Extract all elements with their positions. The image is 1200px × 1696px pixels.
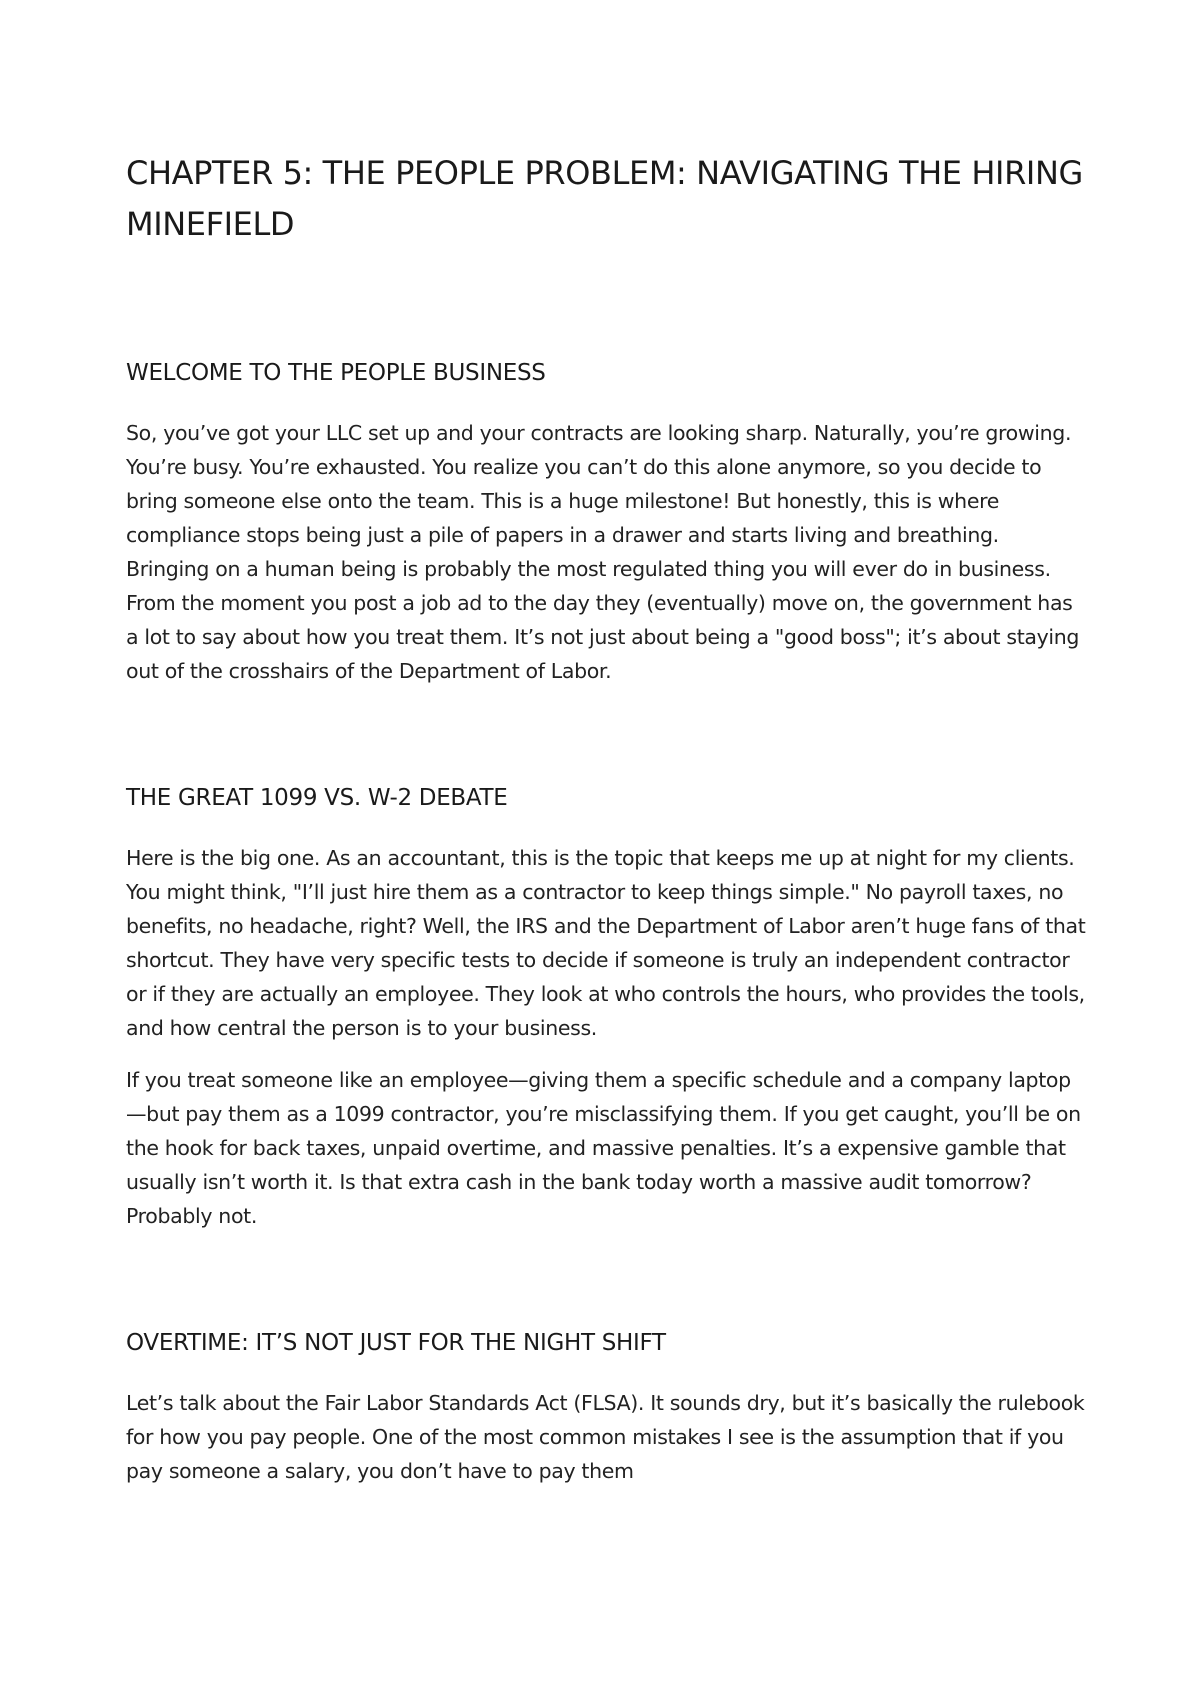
- section-heading-welcome: WELCOME TO THE PEOPLE BUSINESS: [126, 360, 546, 386]
- chapter-title: CHAPTER 5: THE PEOPLE PROBLEM: NAVIGATING THE HIRING MINEFIELD: [126, 154, 1083, 243]
- document-page: [126, 148, 1086, 1488]
- paragraph-welcome: So, you’ve got your LLC set up and your contracts are looking sharp. Naturally, you’re growing. You’re busy. You’re exhausted. You realize you can’t do this alone anymore, so you decide to bring someone else onto the team. This is a huge milestone! But honestly, this is where compliance stops being just a pile of papers in a drawer and starts living and breathing. Bringing on a human being is probably the most regulated thing you will ever do in business. From the moment you post a job ad to the day they (eventually) move on, the government has a lot to say about how you treat them. It’s not just about being a "good boss"; it’s about staying out of the crosshairs of the Department of Labor.: [126, 421, 1080, 683]
- paragraph-overtime: Let’s talk about the Fair Labor Standards Act (FLSA). It sounds dry, but it’s basically the rulebook for how you pay people. One of the most common mistakes I see is the assumption that if you pay someone a salary, you don’t have to pay them: [126, 1391, 1085, 1483]
- paragraph-1099-debate-1: Here is the big one. As an accountant, this is the topic that keeps me up at night for my clients. You might think, "I’ll just hire them as a contractor to keep things simple." No payroll taxes, no benefits, no headache, right? Well, the IRS and the Department of Labor aren’t huge fans of that shortcut. They have very specific tests to decide if someone is truly an independent contractor or if they are actually an employee. They look at who controls the hours, who provides the tools, and how central the person is to your business.: [126, 846, 1086, 1040]
- section-heading-overtime: OVERTIME: IT’S NOT JUST FOR THE NIGHT SHIFT: [126, 1330, 666, 1356]
- paragraph-1099-debate-2: If you treat someone like an employee—giving them a specific schedule and a company laptop—but pay them as a 1099 contractor, you’re misclassifying them. If you get caught, you’ll be on the hook for back taxes, unpaid overtime, and massive penalties. It’s a expensive gamble that usually isn’t worth it. Is that extra cash in the bank today worth a massive audit tomorrow? Probably not.: [126, 1068, 1081, 1228]
- section-heading-1099-debate: THE GREAT 1099 VS. W-2 DEBATE: [126, 785, 508, 811]
